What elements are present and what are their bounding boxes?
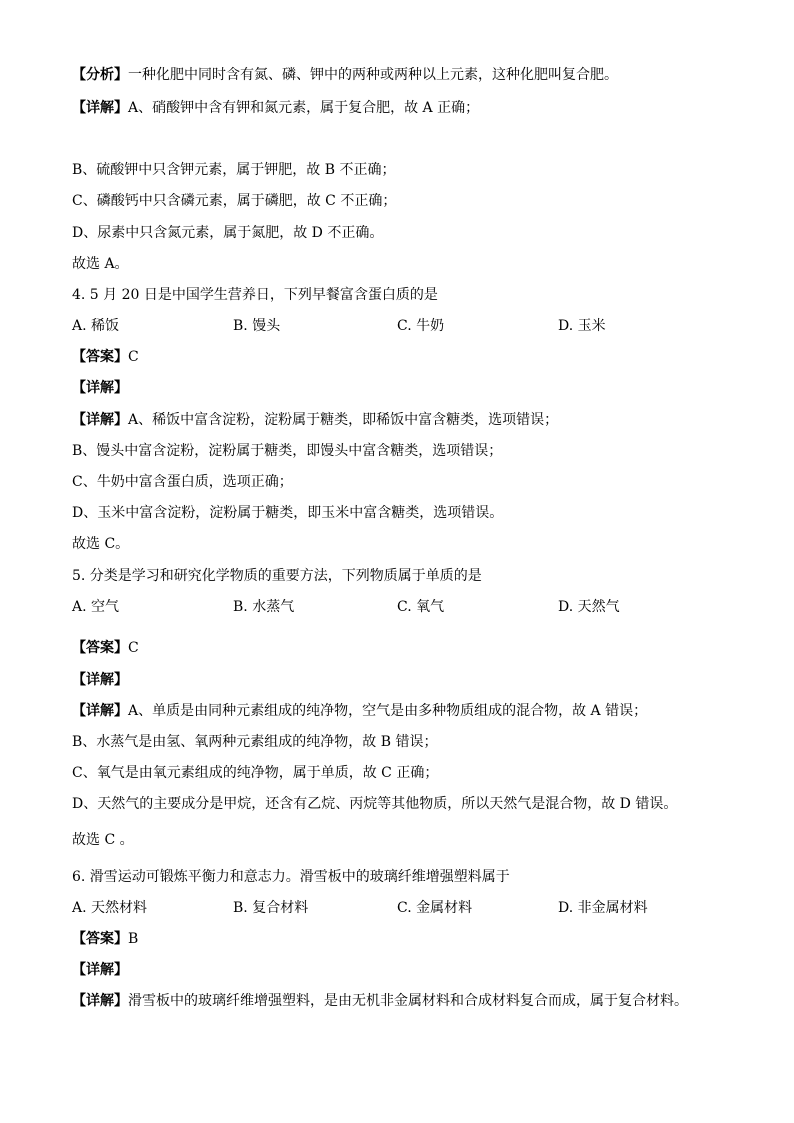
q5-option-c: C. 氧气 [397, 599, 445, 615]
q6-option-c: C. 金属材料 [397, 900, 473, 916]
detail-text: A、单质是由同种元素组成的纯净物，空气是由多种物质组成的混合物，故 A 错误； [128, 703, 648, 719]
q5-option-d: D. 天然气 [558, 599, 620, 615]
q3-detail-line-d: D、尿素中只含氮元素，属于氮肥，故 D 不正确。 [72, 225, 384, 241]
q4-option-b: B. 馒头 [233, 318, 281, 334]
q4-detail-line-a [72, 410, 558, 430]
detail-text: A、稀饭中富含淀粉，淀粉属于糖类，即稀饭中富含糖类，选项错误； [128, 412, 559, 428]
q4-detail-line-c: C、牛奶中富含蛋白质，选项正确； [72, 474, 293, 490]
q5-stem: 5. 分类是学习和研究化学物质的重要方法，下列物质属于单质的是 [72, 568, 482, 584]
analysis-label: 【分析】 [72, 67, 128, 83]
detail-text: A、硝酸钾中含有钾和氮元素，属于复合肥，故 A 正确； [128, 100, 480, 116]
q4-stem: 4. 5 月 20 日是中国学生营养日，下列早餐富含蛋白质的是 [72, 287, 438, 303]
q3-detail-line-b: B、硫酸钾中只含钾元素，属于钾肥，故 B 不正确； [72, 162, 396, 178]
q6-option-d: D. 非金属材料 [558, 900, 648, 916]
q4-option-a: A. 稀饭 [72, 318, 120, 334]
answer-label: 【答案】 [72, 640, 128, 656]
q5-detail-heading: 【详解】 [72, 672, 128, 688]
q4-detail-heading: 【详解】 [72, 380, 128, 396]
q6-detail-line [72, 991, 688, 1011]
q5-option-b: B. 水蒸气 [233, 599, 295, 615]
detail-label: 【详解】 [72, 993, 128, 1009]
q4-detail-line-b: B、馒头中富含淀粉，淀粉属于糖类，即馒头中富含糖类，选项错误； [72, 443, 503, 459]
q4-detail-line-d: D、玉米中富含淀粉，淀粉属于糖类，即玉米中富含糖类，选项错误。 [72, 505, 504, 521]
q4-option-c: C. 牛奶 [397, 318, 445, 334]
q6-detail-heading: 【详解】 [72, 962, 128, 978]
q6-stem: 6. 滑雪运动可锻炼平衡力和意志力。滑雪板中的玻璃纤维增强塑料属于 [72, 869, 510, 885]
q5-detail-line-a [72, 701, 647, 721]
q5-detail-line-b: B、水蒸气是由氢、氧两种元素组成的纯净物，故 B 错误； [72, 734, 438, 750]
q3-conclusion: 故选 A。 [72, 256, 129, 272]
q5-detail-line-c: C、氧气是由氧元素组成的纯净物，属于单质，故 C 正确； [72, 765, 439, 781]
q5-detail-line-d: D、天然气的主要成分是甲烷，还含有乙烷、丙烷等其他物质，所以天然气是混合物，故 D 错误。 [72, 796, 678, 812]
analysis-text: 一种化肥中同时含有氮、磷、钾中的两种或两种以上元素，这种化肥叫复合肥。 [128, 67, 618, 83]
answer-label: 【答案】 [72, 349, 128, 365]
q5-conclusion: 故选 C 。 [72, 832, 134, 848]
detail-label: 【详解】 [72, 100, 128, 116]
q4-conclusion: 故选 C。 [72, 536, 130, 552]
detail-label: 【详解】 [72, 412, 128, 428]
detail-label: 【详解】 [72, 703, 128, 719]
q3-detail-line-a [72, 98, 479, 118]
answer-value: C [128, 640, 139, 656]
q3-analysis [72, 65, 618, 85]
answer-value: C [128, 349, 139, 365]
q6-option-b: B. 复合材料 [233, 900, 309, 916]
q6-answer [72, 929, 138, 949]
answer-value: B [128, 931, 139, 947]
q4-answer [72, 347, 139, 367]
answer-label: 【答案】 [72, 931, 128, 947]
q3-detail-line-c: C、磷酸钙中只含磷元素，属于磷肥，故 C 不正确； [72, 193, 397, 209]
q5-answer [72, 638, 139, 658]
detail-text: 滑雪板中的玻璃纤维增强塑料，是由无机非金属材料和合成材料复合而成，属于复合材料。 [128, 993, 688, 1009]
q4-option-d: D. 玉米 [558, 318, 606, 334]
q6-option-a: A. 天然材料 [72, 900, 148, 916]
q5-option-a: A. 空气 [72, 599, 120, 615]
